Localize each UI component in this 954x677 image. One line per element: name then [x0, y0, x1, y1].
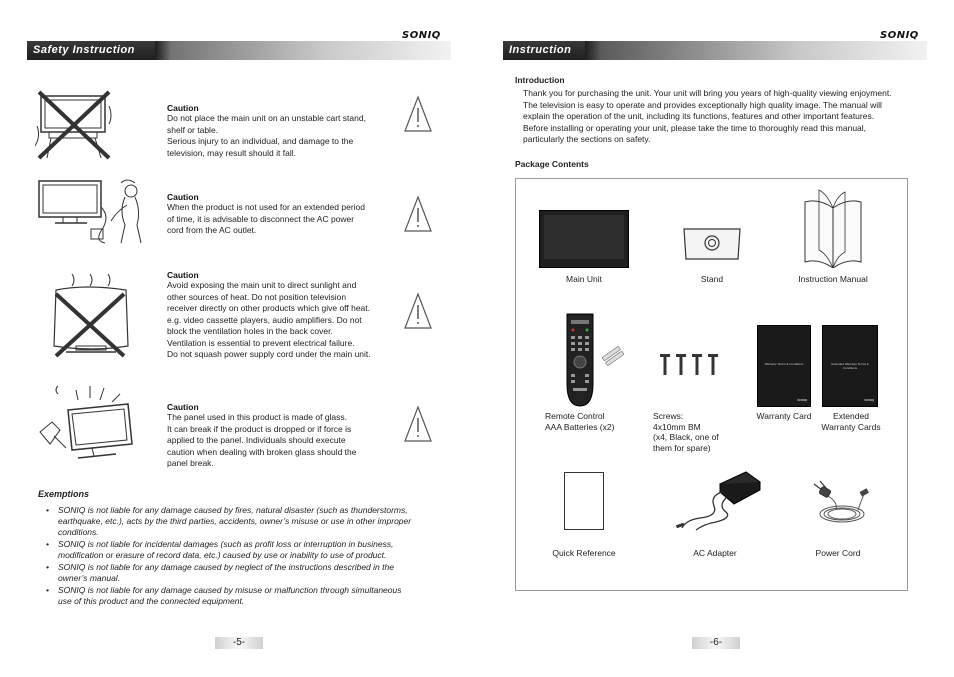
package-contents-title: Package Contents	[515, 159, 589, 169]
page-number-left: -5-	[215, 637, 263, 649]
caution-1-line: television, may result should it fall.	[167, 147, 296, 158]
warning-triangle-icon	[403, 405, 433, 443]
exemption-item: • SONIQ is not liable for any damage caused by misuse or malfunction through simultaneous use of this product and the connected equipment.	[38, 585, 453, 607]
caution-1	[167, 103, 397, 159]
introduction-title: Introduction	[515, 75, 565, 85]
extended-warranty-card-brand: SONIQ	[864, 398, 874, 402]
caution-4	[167, 402, 397, 470]
caution-3-line: other sources of heat. Do not position television	[167, 291, 347, 302]
caution-4-line: panel break.	[167, 458, 214, 468]
exemption-item: • SONIQ is not liable for any damage caused by fires, natural disaster (such as thunderstorms, earthquake, etc.), acts by the third parties, accidents, owner’s misuse or use in other improper conditions.	[38, 505, 453, 538]
warranty-card-brand: SONIQ	[797, 398, 807, 402]
warranty-card-text: Warranty Terms & Conditions	[764, 362, 804, 366]
caution-2-line: When the product is not used for an extended period	[167, 202, 365, 212]
stand-image	[680, 225, 744, 263]
illustration-glass-break	[36, 380, 136, 470]
aaa-batteries-image	[600, 345, 626, 367]
caution-4-line: It can break if the product is dropped or if force is	[167, 423, 352, 434]
instruction-manual-label: Instruction Manual	[798, 274, 868, 284]
page-number-right: -6-	[692, 637, 740, 649]
caution-1-line: Do not place the main unit on an unstable cart stand,	[167, 113, 366, 123]
ac-adapter-image	[672, 468, 764, 534]
warning-triangle-icon	[403, 95, 433, 133]
caution-4-line: caution when dealing with broken glass should the	[167, 446, 357, 457]
screws-label: Screws: 4x10mm BM (x4, Black, one of them for spare)	[653, 411, 719, 453]
main-unit-image	[539, 210, 629, 268]
caution-3-line: e.g. video cassette players, audio amplifiers. Do not	[167, 314, 362, 325]
extended-warranty-card-image	[822, 325, 878, 407]
caution-3-line: Avoid exposing the main unit to direct sunlight and	[167, 280, 357, 290]
caution-1-title: Caution	[167, 103, 199, 113]
screws-image	[656, 350, 722, 378]
extended-warranty-label: Extended Warranty Cards	[821, 411, 881, 432]
caution-2	[167, 192, 397, 237]
power-cord-image	[806, 480, 876, 530]
caution-3-line: block the ventilation holes in the back cover.	[167, 326, 333, 336]
caution-4-line: The panel used in this product is made of glass.	[167, 412, 348, 422]
section-header-left: Safety Instruction	[27, 41, 155, 60]
section-header-right: Instruction	[503, 41, 585, 60]
caution-3	[167, 270, 407, 361]
exemptions-list	[38, 505, 453, 608]
extended-warranty-card-text: Extended Warranty Terms & Conditions	[831, 362, 869, 370]
introduction-text: Thank you for purchasing the unit. Your unit will bring you years of high-quality viewing enjoyment. The television is easy to operate and provides exceptionally high quality image. The manual will explain the operation of the unit, including its functions, features and other important features. Before installing or operating your unit, please take the time to thoroughly read this manual, particularly the sections on safety.	[523, 88, 892, 144]
quick-reference-label: Quick Reference	[552, 548, 616, 558]
illustration-heat-sources	[50, 272, 132, 362]
remote-control-label: Remote Control AAA Batteries (x2)	[545, 411, 615, 432]
caution-2-line: of time, it is advisable to disconnect the AC power	[167, 213, 355, 224]
warranty-card-label: Warranty Card	[756, 411, 812, 421]
caution-4-title: Caution	[167, 402, 199, 412]
warning-triangle-icon	[403, 195, 433, 233]
warning-triangle-icon	[403, 292, 433, 330]
warranty-card-image	[757, 325, 811, 407]
caution-4-line: applied to the panel. Individuals should execute	[167, 435, 346, 445]
illustration-unstable-cart	[35, 86, 115, 164]
caution-3-line: Ventilation is essential to prevent electrical failure.	[167, 337, 355, 348]
caution-2-title: Caution	[167, 192, 199, 202]
caution-1-line: shelf or table.	[167, 124, 219, 135]
caution-3-line: receiver directly on other products which give off heat.	[167, 303, 371, 313]
exemption-item: • SONIQ is not liable for incidental damages (such as profit loss or interruption in business, modification or erasure of record data, etc.) caused by use or inability to use of product.	[38, 539, 453, 561]
main-unit-label: Main Unit	[566, 274, 602, 284]
caution-3-title: Caution	[167, 270, 199, 280]
ac-adapter-label: AC Adapter	[693, 548, 737, 558]
brand-logo-right: SONIQ	[880, 30, 919, 41]
caution-1-line: Serious injury to an individual, and damage to the	[167, 136, 354, 146]
brand-logo-left: SONIQ	[402, 30, 441, 41]
remote-control-image	[563, 312, 597, 408]
illustration-unplug	[35, 177, 150, 247]
instruction-manual-image	[798, 188, 868, 268]
exemption-item: • SONIQ is not liable for any damage caused by neglect of the instructions described in the owner’s manual.	[38, 562, 453, 584]
caution-3-line: Do not squash power supply cord under the main unit.	[167, 349, 371, 359]
caution-2-line: cord from the AC outlet.	[167, 225, 257, 235]
exemptions-title: Exemptions	[38, 489, 90, 499]
stand-label: Stand	[700, 274, 724, 284]
quick-reference-image	[564, 472, 604, 530]
power-cord-label: Power Cord	[815, 548, 861, 558]
